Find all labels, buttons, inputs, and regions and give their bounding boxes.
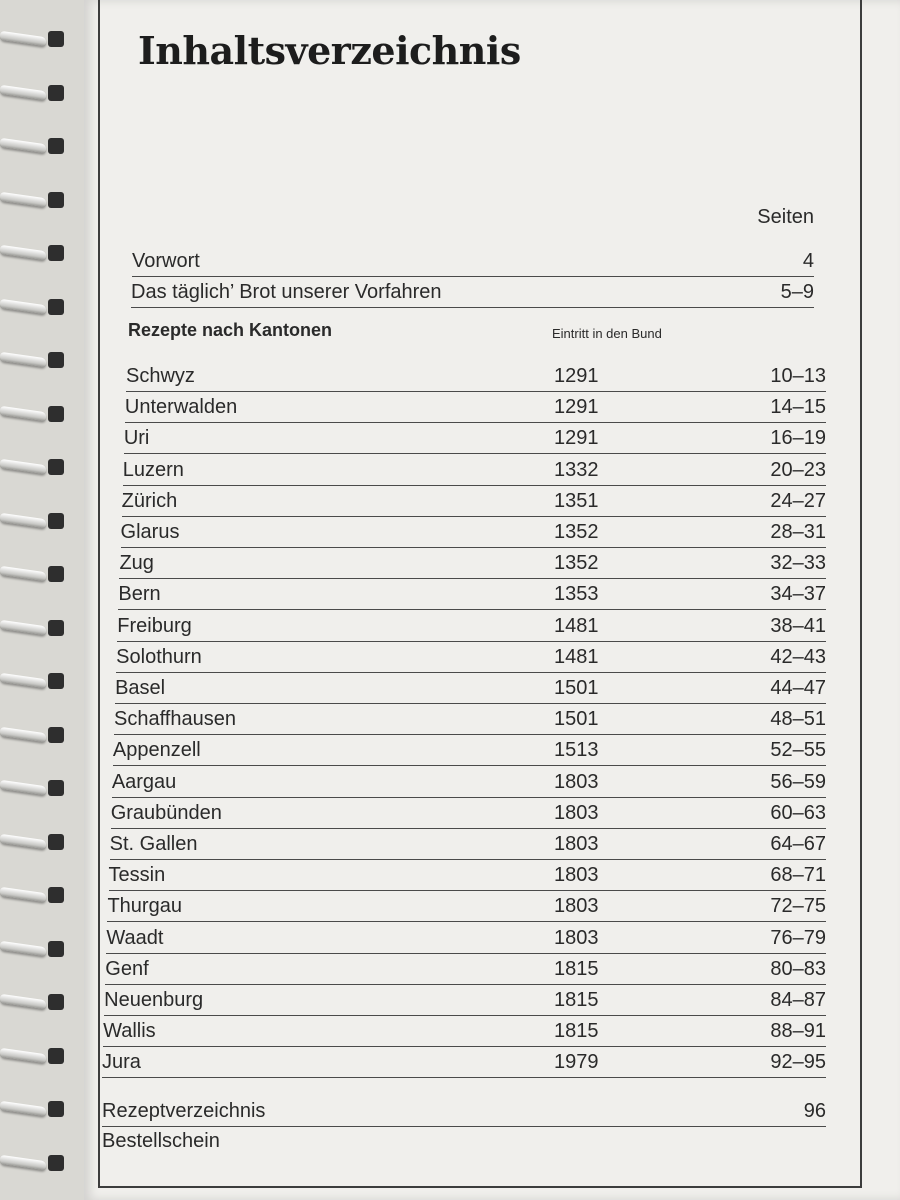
canton-name: Zug — [119, 552, 154, 575]
canton-year: 1803 — [553, 926, 599, 949]
canton-row — [105, 954, 826, 985]
binding-ring — [0, 244, 74, 262]
canton-year: 1291 — [553, 427, 599, 450]
canton-pages: 16–19 — [770, 427, 826, 450]
canton-name: Zürich — [121, 489, 178, 512]
canton-name: Basel — [115, 677, 166, 699]
toc-pages: 5–9 — [780, 281, 814, 303]
canton-row — [114, 704, 826, 735]
canton-year: 1501 — [554, 708, 599, 731]
canton-pages: 84–87 — [770, 989, 826, 1011]
canton-row — [125, 392, 826, 423]
book-page — [84, 0, 900, 1200]
year-column-header: Eintritt in den Bund — [552, 326, 662, 341]
canton-name: St. Gallen — [109, 833, 198, 855]
canton-row — [121, 517, 826, 548]
canton-name: Solothurn — [116, 645, 202, 668]
canton-row — [117, 611, 826, 642]
binding-ring — [0, 886, 74, 904]
binding-ring — [0, 619, 74, 637]
toc-label: Vorwort — [132, 250, 200, 272]
canton-pages: 34–37 — [770, 583, 826, 606]
canton-year: 1352 — [553, 521, 599, 543]
canton-pages: 88–91 — [770, 1020, 826, 1043]
binding-ring — [0, 84, 74, 102]
canton-pages: 38–41 — [770, 614, 826, 637]
canton-pages: 76–79 — [770, 926, 826, 949]
spiral-binding — [0, 0, 84, 1200]
canton-name: Luzern — [122, 458, 184, 481]
canton-row — [112, 767, 826, 798]
canton-year: 1815 — [553, 957, 599, 980]
canton-year: 1481 — [553, 645, 599, 668]
canton-pages: 72–75 — [770, 895, 826, 918]
canton-year: 1803 — [553, 801, 599, 824]
canton-name: Thurgau — [107, 895, 182, 918]
canton-year: 1291 — [554, 365, 599, 387]
canton-name: Uri — [123, 427, 150, 450]
toc-pages: 96 — [803, 1100, 826, 1122]
canton-name: Tessin — [108, 864, 166, 887]
binding-ring — [0, 191, 74, 209]
canton-name: Neuenburg — [104, 989, 204, 1011]
canton-name: Wallis — [103, 1020, 156, 1043]
canton-row — [116, 642, 826, 673]
canton-name: Schaffhausen — [114, 708, 236, 731]
canton-row — [124, 423, 826, 454]
canton-name: Bern — [118, 583, 161, 606]
canton-year: 1291 — [553, 396, 599, 419]
canton-row — [123, 455, 826, 486]
page-title: Inhaltsverzeichnis — [138, 28, 521, 73]
canton-year: 1352 — [553, 552, 599, 575]
canton-year: 1803 — [553, 895, 599, 918]
canton-row — [103, 1016, 826, 1047]
toc-row-rezeptverzeichnis — [102, 1096, 826, 1127]
canton-row — [110, 829, 826, 860]
canton-name: Jura — [102, 1051, 141, 1074]
canton-pages: 52–55 — [770, 739, 826, 762]
binding-ring — [0, 833, 74, 851]
section-heading: Rezepte nach Kantonen — [128, 320, 333, 340]
canton-row — [107, 891, 826, 922]
toc-pages: 4 — [802, 250, 814, 272]
canton-year: 1815 — [553, 989, 599, 1011]
canton-name: Freiburg — [117, 614, 192, 637]
canton-year: 1803 — [553, 770, 599, 793]
canton-row — [111, 798, 826, 829]
canton-pages: 64–67 — [770, 833, 826, 855]
canton-pages: 60–63 — [770, 801, 826, 824]
toc-row-vorwort — [132, 246, 814, 277]
canton-name: Waadt — [106, 926, 164, 949]
canton-year: 1332 — [553, 458, 599, 481]
canton-row — [115, 673, 826, 704]
canton-name: Graubünden — [110, 801, 222, 824]
binding-ring — [0, 512, 74, 530]
canton-year: 1803 — [553, 864, 599, 887]
toc-row-bestellschein — [102, 1126, 826, 1156]
canton-year: 1803 — [553, 833, 599, 855]
canton-name: Unterwalden — [124, 396, 238, 419]
canton-row — [118, 579, 826, 610]
canton-name: Genf — [105, 957, 149, 980]
canton-year: 1351 — [553, 489, 599, 512]
canton-year: 1979 — [554, 1051, 599, 1074]
binding-ring — [0, 298, 74, 316]
canton-row — [104, 985, 826, 1016]
binding-ring — [0, 405, 74, 423]
canton-pages: 28–31 — [770, 521, 826, 543]
canton-pages: 48–51 — [770, 708, 826, 731]
canton-pages: 44–47 — [770, 677, 826, 699]
canton-name: Glarus — [120, 521, 180, 543]
toc-label: Rezeptverzeichnis — [102, 1100, 266, 1122]
binding-ring — [0, 137, 74, 155]
canton-row — [106, 923, 826, 954]
binding-ring — [0, 30, 74, 48]
canton-row — [102, 1047, 826, 1078]
canton-year: 1481 — [553, 614, 599, 637]
canton-year: 1513 — [553, 739, 599, 762]
toc-row-brot — [131, 277, 814, 308]
canton-pages: 20–23 — [770, 458, 826, 481]
canton-pages: 68–71 — [770, 864, 826, 887]
canton-pages: 14–15 — [770, 396, 826, 419]
binding-ring — [0, 672, 74, 690]
canton-year: 1353 — [553, 583, 599, 606]
canton-name: Appenzell — [112, 739, 201, 762]
toc-label: Bestellschein — [102, 1130, 220, 1152]
binding-ring — [0, 1100, 74, 1118]
canton-year: 1501 — [553, 677, 599, 699]
canton-name: Schwyz — [126, 365, 195, 387]
binding-ring — [0, 993, 74, 1011]
canton-year: 1815 — [553, 1020, 599, 1043]
binding-ring — [0, 1154, 74, 1172]
canton-pages: 24–27 — [770, 489, 826, 512]
canton-row — [126, 361, 826, 392]
canton-pages: 32–33 — [770, 552, 826, 575]
toc-label: Das täglich’ Brot unserer Vorfahren — [131, 281, 442, 303]
binding-ring — [0, 1047, 74, 1065]
binding-ring — [0, 565, 74, 583]
pages-column-header: Seiten — [757, 206, 814, 228]
binding-ring — [0, 779, 74, 797]
binding-ring — [0, 726, 74, 744]
canton-pages: 10–13 — [770, 365, 826, 387]
binding-ring — [0, 940, 74, 958]
binding-ring — [0, 458, 74, 476]
canton-row — [113, 735, 826, 766]
canton-row — [109, 860, 826, 891]
binding-ring — [0, 351, 74, 369]
canton-pages: 42–43 — [770, 645, 826, 668]
canton-pages: 56–59 — [770, 770, 826, 793]
canton-pages: 80–83 — [770, 957, 826, 980]
canton-name: Aargau — [111, 770, 177, 793]
canton-row — [122, 486, 826, 517]
canton-pages: 92–95 — [770, 1051, 826, 1074]
canton-row — [119, 548, 826, 579]
